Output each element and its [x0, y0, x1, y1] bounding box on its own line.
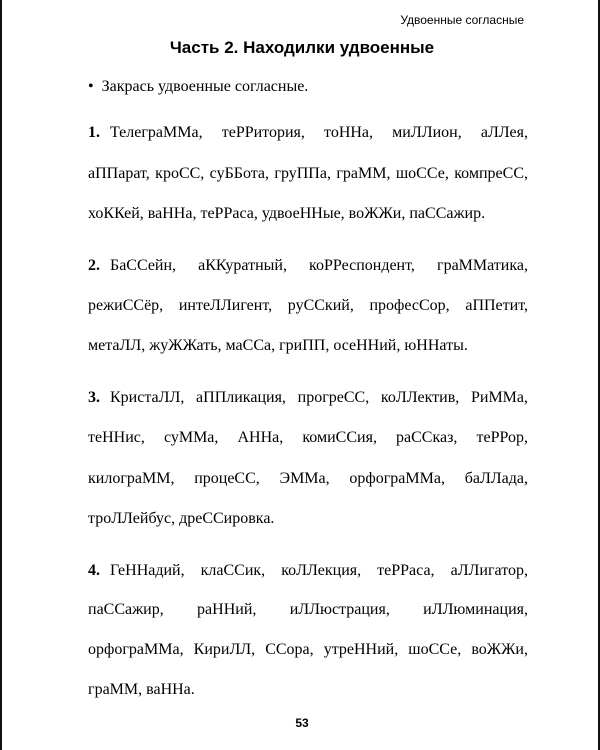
exercise-line	[88, 509, 528, 529]
exercise-number: 2.	[88, 257, 100, 274]
exercise-line	[88, 296, 528, 316]
exercise-line	[88, 640, 528, 660]
exercise-line	[88, 469, 528, 489]
word-list: КристаЛЛ, аППликация, прогреСС, коЛЛектив, РиММа,	[110, 389, 528, 406]
word-list: граММ, ваННа.	[88, 681, 195, 698]
exercise-line	[88, 388, 528, 408]
exercise-number: 4.	[88, 562, 100, 579]
word-list: хоККей, ваННа, теРРаса, удвоеННые, воЖЖи, паССажир.	[88, 205, 486, 222]
instruction-text: Закрась удвоенные согласные.	[101, 78, 309, 95]
exercise-number: 1.	[88, 124, 100, 141]
word-list: троЛЛейбус, дреССировка.	[88, 510, 275, 527]
exercise-line	[88, 164, 528, 184]
page-title: Часть 2. Находилки удвоенные	[169, 38, 435, 57]
word-list: аППарат, кроСС, суББота, груППа, граММ, шоССе, компреСС,	[88, 165, 528, 182]
bullet-icon: •	[88, 78, 94, 95]
exercise-line	[88, 428, 528, 448]
word-list: БаССейн, аККуратный, коРРеспондент, граММатика,	[110, 257, 528, 274]
word-list: ГеННадий, клаССик, коЛЛекция, теРРаса, аЛЛигатор,	[110, 562, 528, 579]
exercise-line	[88, 561, 528, 581]
word-list: орфограММа, КириЛЛ, ССора, утреННий, шоССе, воЖЖи,	[88, 641, 528, 658]
word-list: теННис, суММа, АННа, комиССия, раССказ, теРРор,	[88, 429, 528, 446]
exercise-line	[88, 256, 528, 276]
exercise-line	[88, 204, 528, 224]
exercise-number: 3.	[88, 389, 100, 406]
exercise-line	[88, 680, 528, 700]
page-number: 53	[295, 716, 309, 730]
instruction	[88, 78, 308, 96]
word-list: ТелеграММа, теРРитория, тоННа, миЛЛион, аЛЛея,	[110, 124, 528, 141]
exercise-line	[88, 123, 528, 143]
word-list: метаЛЛ, жуЖЖать, маССа, гриПП, осеННий, юННаты.	[88, 337, 468, 354]
word-list: килограММ, процеСС, ЭММа, орфограММа, баЛЛада,	[88, 470, 528, 487]
exercise-line	[88, 336, 528, 356]
word-list: паССажир, раННий, иЛЛюстрация, иЛЛюминация,	[88, 601, 528, 618]
word-list: режиССёр, интеЛЛигент, руССкий, професСор, аППетит,	[88, 297, 528, 314]
exercise-line	[88, 600, 528, 620]
running-head: Удвоенные согласные	[400, 13, 524, 27]
